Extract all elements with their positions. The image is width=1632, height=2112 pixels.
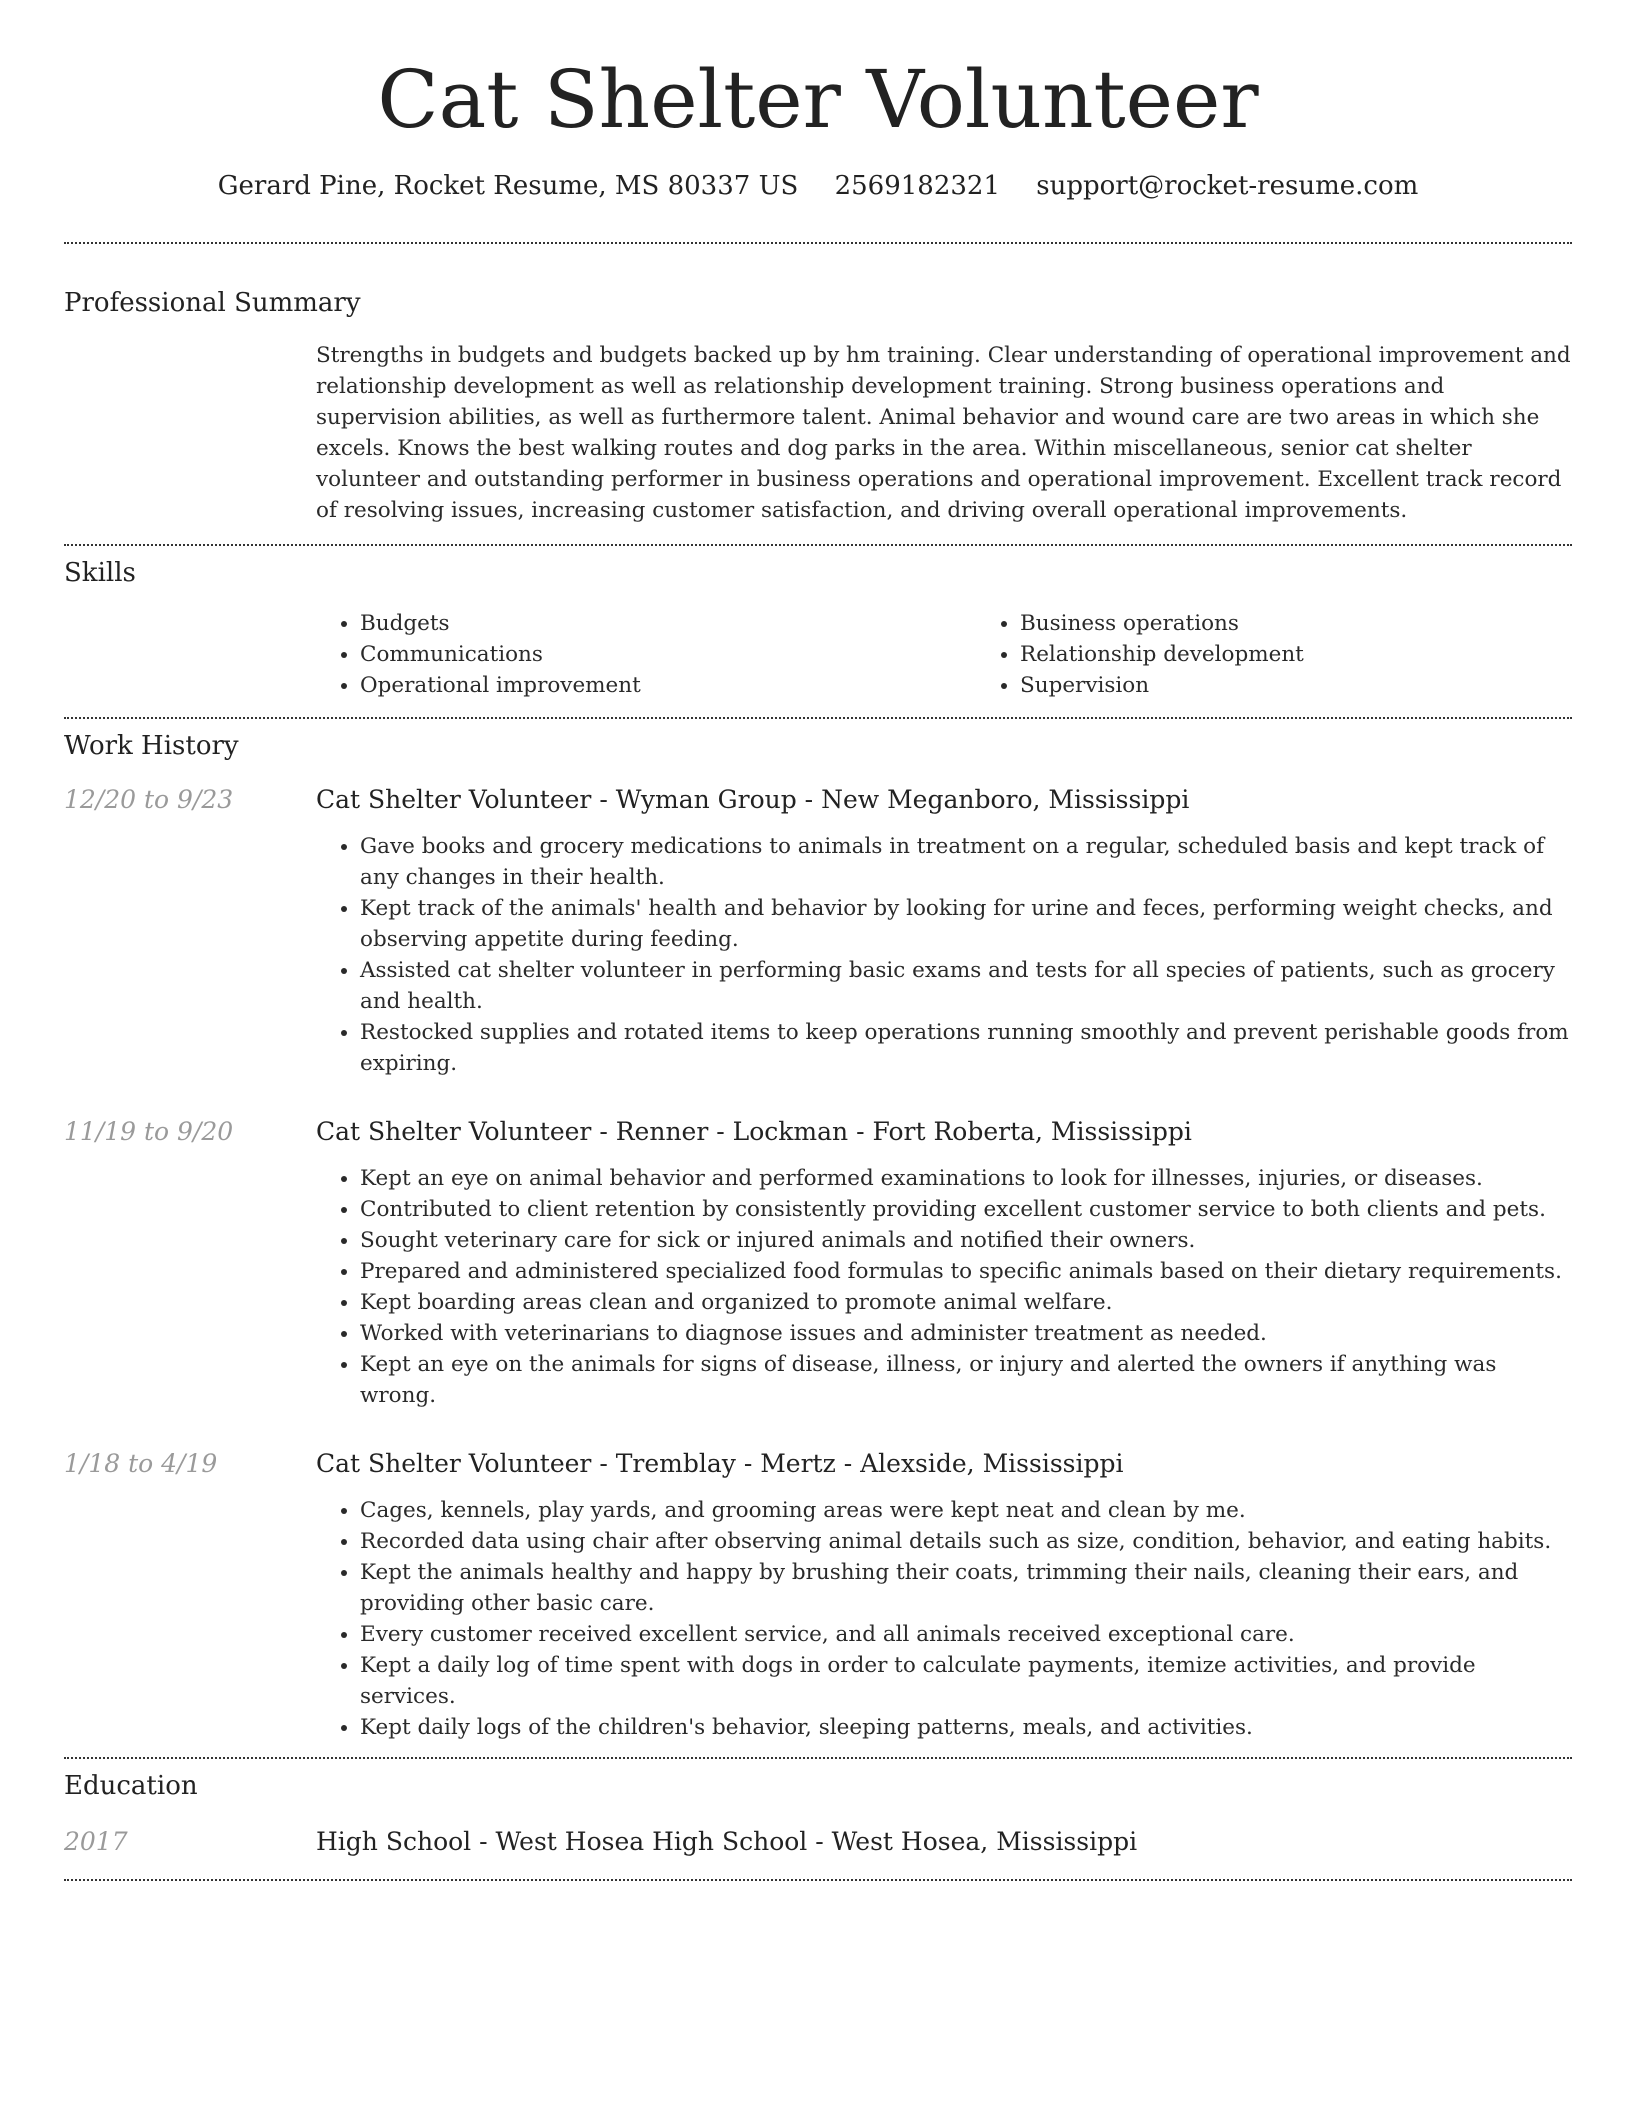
summary-row (64, 340, 1572, 526)
divider (64, 242, 1572, 244)
summary-left-spacer (64, 340, 316, 526)
contact-email: support@rocket-resume.com (1036, 171, 1419, 201)
job-title: Cat Shelter Volunteer - Renner - Lockman - Fort Roberta, Mississippi (316, 1117, 1192, 1146)
job-body (316, 783, 1572, 1079)
skills-list-right (976, 608, 1632, 701)
job-bullet: • Worked with veterinarians to diagnose issues and administer treatment as needed. (360, 1318, 1572, 1349)
job-bullet: • Kept an eye on animal behavior and performed examinations to look for illnesses, injuries, or diseases. (360, 1163, 1572, 1194)
job-dates: 1/18 to 4/19 (64, 1449, 218, 1478)
contact-phone: 2569182321 (834, 171, 1000, 201)
summary-text: Strengths in budgets and budgets backed up by hm training. Clear understanding of operational improvement and relationship development as well as relationship development training. Strong business operations and supervision abilities, as well as furthermore talent. Animal behavior and wound care are two areas in which she excels. Knows the best walking routes and dog parks in the area. Within miscellaneous, senior cat shelter volunteer and outstanding performer in business operations and operational improvement. Excellent track record of resolving issues, increasing customer satisfaction, and driving overall operational improvements. (316, 343, 1571, 523)
resume-page (64, 0, 1572, 1881)
skills-left-spacer (64, 608, 316, 701)
divider (64, 1757, 1572, 1759)
skills-list-left (316, 608, 976, 701)
divider (64, 544, 1572, 546)
job-bullets (316, 1163, 1572, 1411)
job-title: Cat Shelter Volunteer - Tremblay - Mertz - Alexside, Mississippi (316, 1449, 1124, 1478)
work-section (64, 729, 1572, 1743)
job-bullet: • Prepared and administered specialized food formulas to specific animals based on their dietary requirements. (360, 1256, 1572, 1287)
resume-name: Cat Shelter Volunteer (377, 53, 1259, 146)
job-bullet: • Kept daily logs of the children's behavior, sleeping patterns, meals, and activities. (360, 1712, 1572, 1743)
job-entry (64, 1447, 1572, 1743)
section-title-skills: Skills (64, 558, 136, 588)
job-entry (64, 1115, 1572, 1411)
job-bullet: • Kept track of the animals' health and behavior by looking for urine and feces, performing weight checks, and observing appetite during feeding. (360, 893, 1572, 955)
job-bullet: • Kept an eye on the animals for signs of disease, illness, or injury and alerted the owners if anything was wrong. (360, 1349, 1572, 1411)
skill-item: • Supervision (1020, 670, 1632, 701)
section-title-education: Education (64, 1771, 198, 1801)
education-entry (64, 1825, 1572, 1859)
job-bullets (316, 1495, 1572, 1743)
job-bullet: • Kept boarding areas clean and organized to promote animal welfare. (360, 1287, 1572, 1318)
skill-item: • Operational improvement (360, 670, 976, 701)
job-bullet: • Kept a daily log of time spent with dogs in order to calculate payments, itemize activities, and provide services. (360, 1650, 1572, 1712)
skill-item: • Business operations (1020, 608, 1632, 639)
job-title: Cat Shelter Volunteer - Wyman Group - New Meganboro, Mississippi (316, 785, 1190, 814)
job-dates: 12/20 to 9/23 (64, 785, 234, 814)
divider (64, 717, 1572, 719)
skills-row (64, 608, 1572, 701)
job-entry (64, 783, 1572, 1079)
divider (64, 1879, 1572, 1881)
section-title-summary: Professional Summary (64, 288, 361, 318)
job-body (316, 1447, 1572, 1743)
job-bullets (316, 831, 1572, 1079)
skill-item: • Budgets (360, 608, 976, 639)
education-section (64, 1769, 1572, 1859)
summary-body (316, 340, 1572, 526)
contact-line (64, 168, 1572, 204)
job-bullet: • Contributed to client retention by consistently providing excellent customer service to both clients and pets. (360, 1194, 1572, 1225)
job-bullet: • Sought veterinary care for sick or injured animals and notified their owners. (360, 1225, 1572, 1256)
summary-section (64, 286, 1572, 526)
job-bullet: • Recorded data using chair after observing animal details such as size, condition, behavior, and eating habits. (360, 1526, 1572, 1557)
job-bullet: • Assisted cat shelter volunteer in performing basic exams and tests for all species of patients, such as grocery and health. (360, 955, 1572, 1017)
job-bullet: • Restocked supplies and rotated items to keep operations running smoothly and prevent perishable goods from expiring. (360, 1017, 1572, 1079)
job-bullet: • Gave books and grocery medications to animals in treatment on a regular, scheduled basis and kept track of any changes in their health. (360, 831, 1572, 893)
job-bullet: • Cages, kennels, play yards, and grooming areas were kept neat and clean by me. (360, 1495, 1572, 1526)
skill-item: • Relationship development (1020, 639, 1632, 670)
job-bullet: • Every customer received excellent service, and all animals received exceptional care. (360, 1619, 1572, 1650)
skill-item: • Communications (360, 639, 976, 670)
job-dates: 11/19 to 9/20 (64, 1117, 234, 1146)
skills-grid (316, 608, 1632, 701)
contact-address: Gerard Pine, Rocket Resume, MS 80337 US (217, 171, 799, 201)
education-year: 2017 (64, 1827, 128, 1856)
job-body (316, 1115, 1572, 1411)
skills-section (64, 556, 1572, 701)
education-title: High School - West Hosea High School - West Hosea, Mississippi (316, 1827, 1138, 1856)
education-body (316, 1825, 1572, 1859)
job-bullet: • Kept the animals healthy and happy by brushing their coats, trimming their nails, cleaning their ears, and providing other basic care. (360, 1557, 1572, 1619)
section-title-work: Work History (64, 731, 239, 761)
